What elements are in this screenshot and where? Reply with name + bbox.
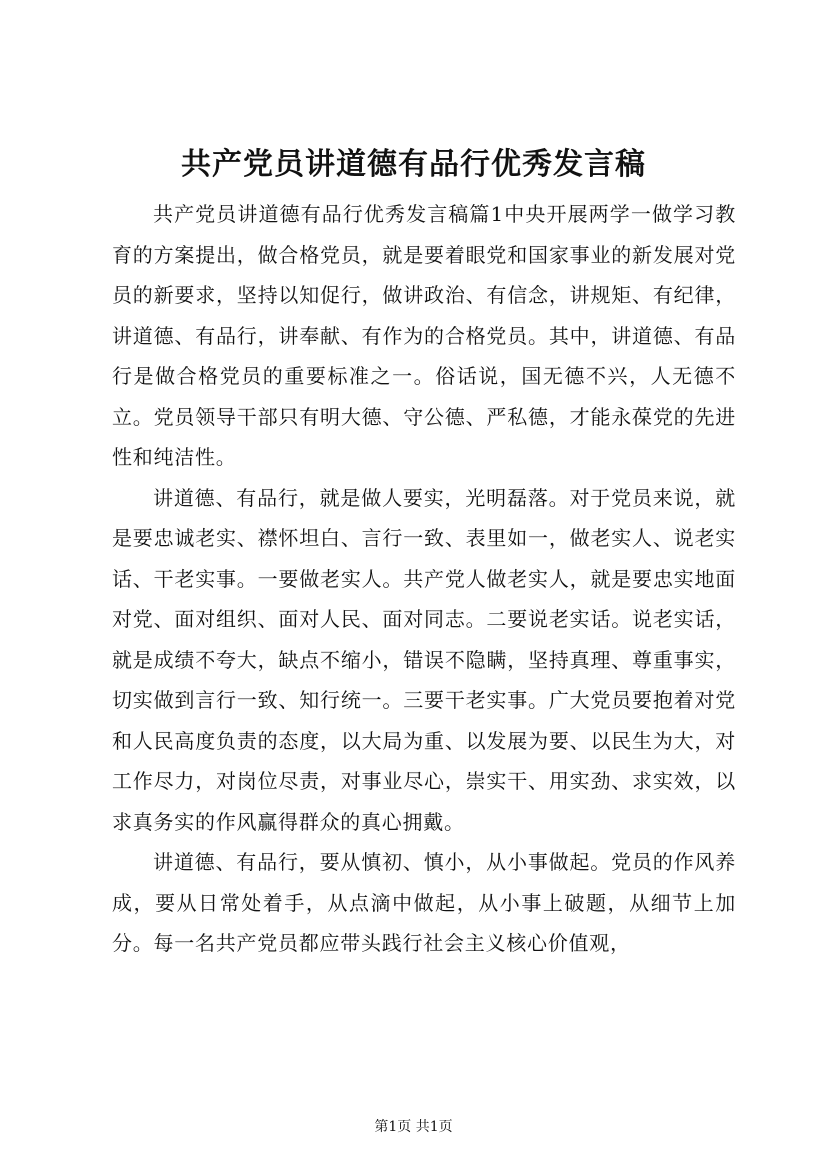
page-number-label: 第1页 共1页 <box>374 1119 453 1135</box>
page-footer <box>0 1117 827 1137</box>
paragraph-2: 讲道德、有品行，就是做人要实，光明磊落。对于党员来说，就是要忠诚老实、襟怀坦白、言行一致、表里如一，做老实人、说老实话、干老实事。一要做老实人。共产党人做老实人，就是要忠实地面对党、面对组织、面对人民、面对同志。二要说老实话。说老实话，就是成绩不夸大，缺点不缩小，错误不隐瞒，坚持真理、尊重事实，切实做到言行一致、知行统一。三要干老实事。广大党员要抱着对党和人民高度负责的态度，以大局为重、以发展为要、以民生为大，对工作尽力，对岗位尽责，对事业尽心，崇实干、用实劲、求实效，以求真务实的作风赢得群众的真心拥戴。 <box>112 485 736 834</box>
paragraph-1: 共产党员讲道德有品行优秀发言稿篇1中央开展两学一做学习教育的方案提出，做合格党员，就是要着眼党和国家事业的新发展对党员的新要求，坚持以知促行，做讲政治、有信念，讲规矩、有纪律，讲道德、有品行，讲奉献、有作为的合格党员。其中，讲道德、有品行是做合格党员的重要标准之一。俗话说，国无德不兴，人无德不立。党员领导干部只有明大德、守公德、严私德，才能永葆党的先进性和纯洁性。 <box>112 202 736 469</box>
document-title: 共产党员讲道德有品行优秀发言稿 <box>181 147 646 182</box>
document-body <box>112 194 736 964</box>
paragraph-3: 讲道德、有品行，要从慎初、慎小，从小事做起。党员的作风养成，要从日常处着手，从点滴中做起，从小事上破题，从细节上加分。每一名共产党员都应带头践行社会主义核心价值观， <box>112 850 736 955</box>
